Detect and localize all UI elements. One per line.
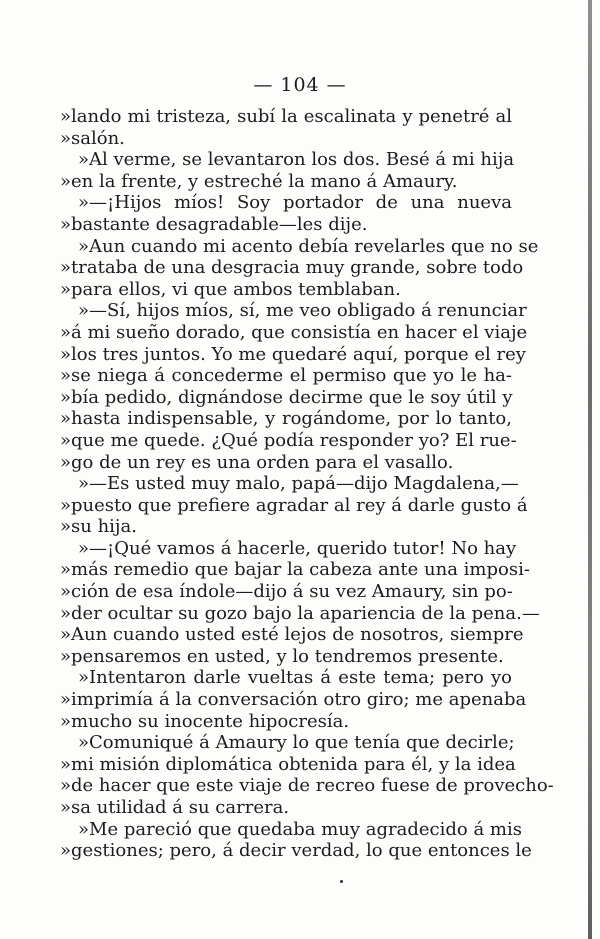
- text-line: »imprimía á la conversación otro giro; me apenaba: [60, 689, 527, 711]
- text-line: »ción de esa índole—dijo á su vez Amaury, sin po-: [60, 581, 513, 603]
- text-line: »—Es usted muy malo, papá—dijo Magdalena,—: [78, 473, 519, 495]
- text-line: »mi misión diplomática obtenida para él, y la idea: [60, 753, 516, 775]
- text-line: »mucho su inocente hipocresía.: [60, 710, 350, 732]
- page-spine-edge: [588, 0, 592, 939]
- text-line: »Intentaron darle vueltas á este tema; pero yo: [78, 667, 512, 689]
- text-line: »se niega á concederme el permiso que yo le ha-: [60, 365, 512, 387]
- text-line: »los tres juntos. Yo me quedaré aquí, porque el rey: [60, 343, 526, 365]
- text-line: »para ellos, vi que ambos temblaban.: [60, 278, 401, 300]
- page-number: — 104 —: [253, 74, 347, 96]
- text-line: »sa utilidad á su carrera.: [60, 797, 290, 818]
- ink-speck: [340, 880, 343, 883]
- text-line: »Me pareció que quedaba muy agradecido á mis: [78, 818, 522, 840]
- text-line: »—¡Hijos míos! Soy portador de una nueva: [78, 192, 512, 214]
- text-line: »Aun cuando usted esté lejos de nosotros, siempre: [60, 624, 524, 646]
- text-line: »bastante desagradable—les dije.: [60, 213, 368, 235]
- text-line: »más remedio que bajar la cabeza ante una imposi-: [60, 559, 530, 581]
- text-line: »—¡Qué vamos á hacerle, querido tutor! No hay: [78, 537, 517, 559]
- text-line: »pensaremos en usted, y lo tendremos presente.: [60, 645, 504, 667]
- text-line: »Comuniqué á Amaury lo que tenía que decirle;: [78, 732, 515, 754]
- text-line: »Aun cuando mi acento debía revelarles que no se: [78, 235, 539, 257]
- text-line: »salón.: [60, 127, 125, 149]
- text-line: »puesto que prefiere agradar al rey á darle gusto á: [60, 494, 528, 516]
- text-line: »que me quede. ¿Qué podía responder yo? El rue-: [60, 429, 517, 451]
- text-line: »Al verme, se levantaron los dos. Besé á mi hija: [78, 149, 515, 171]
- text-line: »en la frente, y estreché la mano á Amaury.: [60, 170, 458, 192]
- text-line: »gestiones; pero, á decir verdad, lo que entonces le: [60, 840, 532, 862]
- text-line: »der ocultar su gozo bajo la apariencia de la pena.—: [60, 602, 540, 624]
- text-line: »de hacer que este viaje de recreo fuese de provecho-: [60, 775, 554, 797]
- text-line: »hasta indispensable, y rogándome, por lo tanto,: [60, 408, 512, 430]
- body-text: [60, 106, 554, 862]
- text-line: »—Sí, hijos míos, sí, me veo obligado á renunciar: [78, 300, 527, 322]
- text-line: »trataba de una desgracia muy grande, sobre todo: [60, 257, 524, 279]
- text-line: »á mi sueño dorado, que consistía en hacer el viaje: [60, 321, 528, 343]
- text-line: »go de un rey es una orden para el vasallo.: [60, 451, 454, 473]
- text-line: »lando mi tristeza, subí la escalinata y penetré al: [60, 106, 512, 127]
- text-line: »su hija.: [60, 516, 137, 538]
- text-line: »bía pedido, dignándose decirme que le soy útil y: [60, 386, 513, 408]
